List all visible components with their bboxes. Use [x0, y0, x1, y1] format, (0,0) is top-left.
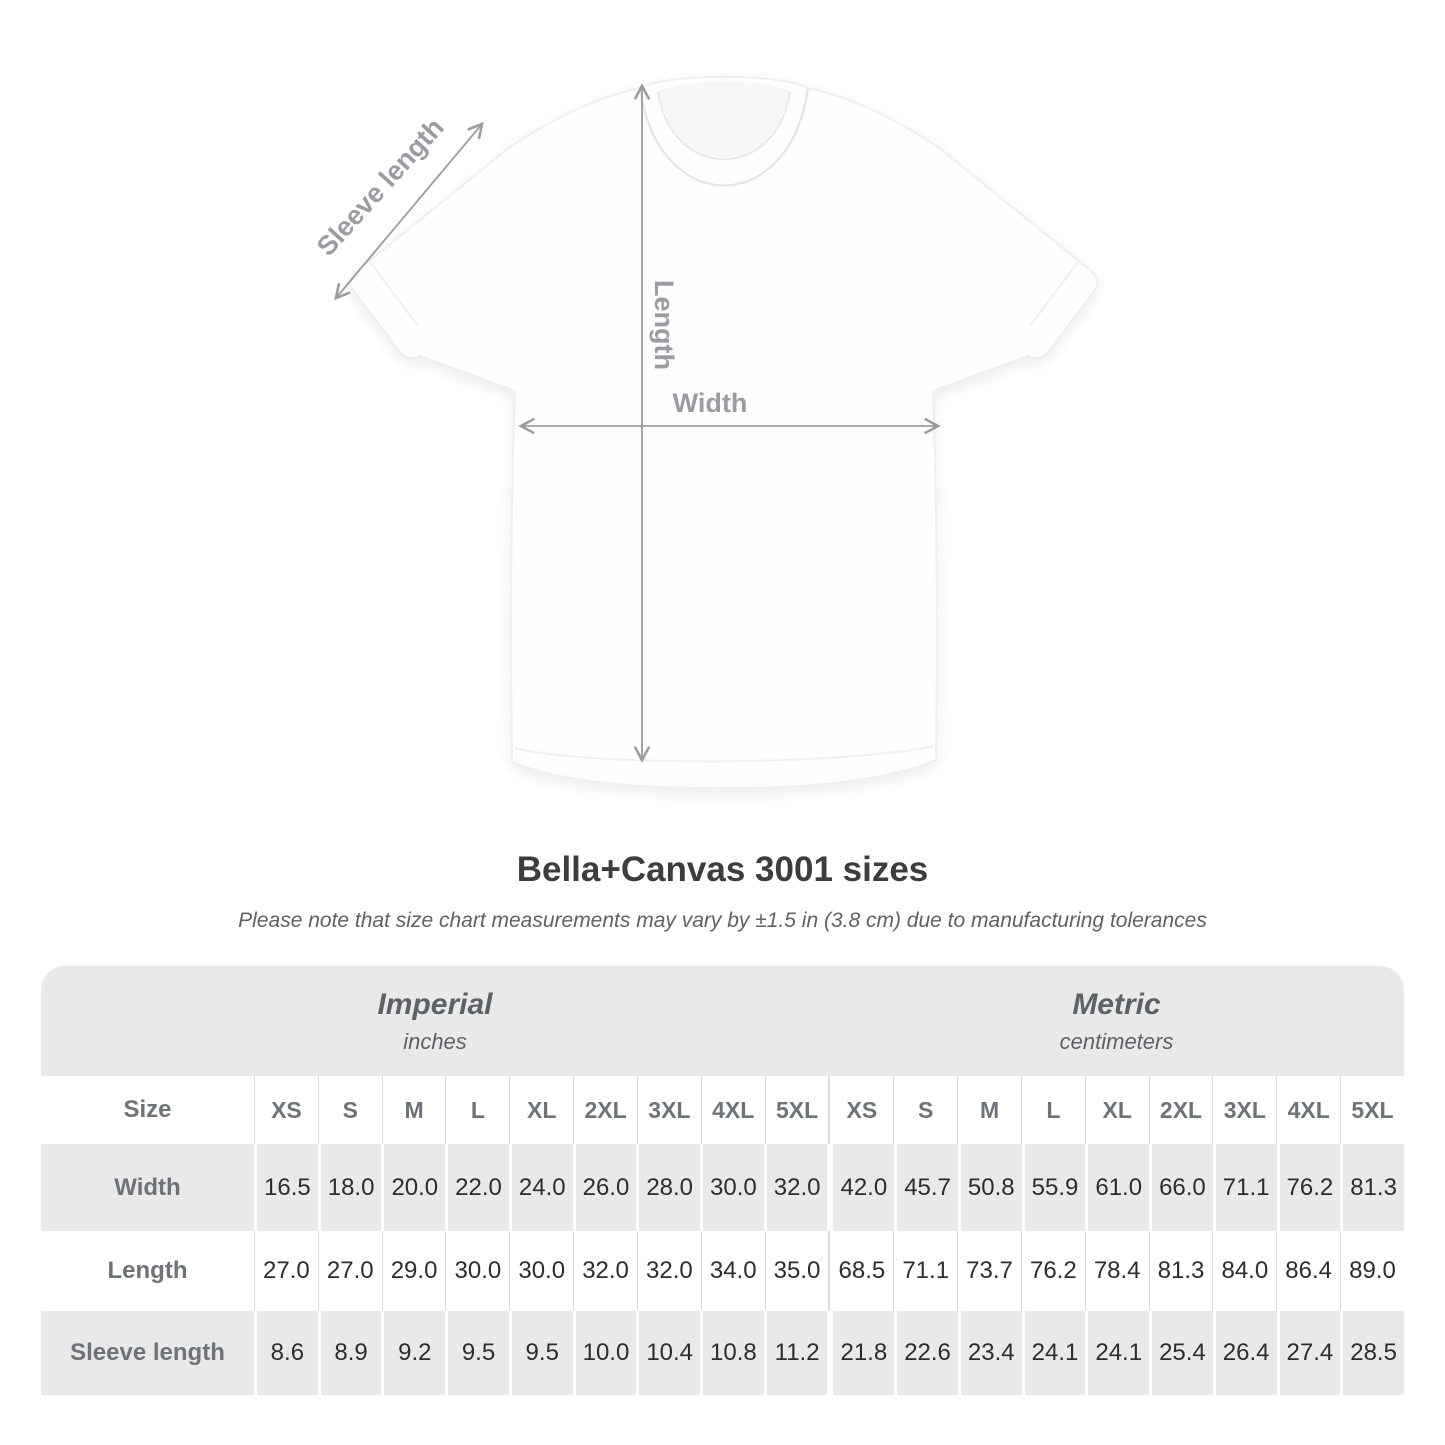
value-cell: 26.0 [573, 1144, 637, 1231]
value-cell: 84.0 [1212, 1231, 1276, 1311]
value-cell: 9.2 [381, 1311, 445, 1395]
value-cell: 32.0 [573, 1231, 637, 1311]
value-cell: 32.0 [764, 1144, 828, 1231]
unit-header-row [41, 966, 1404, 1076]
tolerance-note: Please note that size chart measurements may vary by ±1.5 in (3.8 cm) due to manufacturing tolerances [238, 909, 1207, 932]
value-cell: 78.4 [1085, 1231, 1149, 1311]
value-cell: 35.0 [765, 1231, 829, 1311]
value-cell: 24.0 [509, 1144, 573, 1231]
value-cell: 61.0 [1085, 1144, 1149, 1231]
size-header: M [382, 1076, 446, 1144]
size-header: S [893, 1076, 957, 1144]
value-cell: 42.0 [827, 1144, 894, 1231]
value-cell: 81.3 [1340, 1144, 1404, 1231]
value-cell: 81.3 [1149, 1231, 1213, 1311]
value-cell: 10.8 [700, 1311, 764, 1395]
value-cell: 34.0 [701, 1231, 765, 1311]
size-header: XS [828, 1076, 893, 1144]
value-cell: 27.4 [1277, 1311, 1341, 1395]
value-cell: 50.8 [958, 1144, 1022, 1231]
value-cell: 86.4 [1276, 1231, 1340, 1311]
size-header: XS [254, 1076, 318, 1144]
value-cell: 25.4 [1149, 1311, 1213, 1395]
value-cell: 8.6 [254, 1311, 318, 1395]
size-column-header: Size [123, 1096, 172, 1123]
size-header: 5XL [1340, 1076, 1404, 1144]
tshirt-illustration [350, 77, 1097, 788]
size-header: L [1021, 1076, 1085, 1144]
size-header: 4XL [701, 1076, 765, 1144]
size-header: 3XL [1212, 1076, 1276, 1144]
value-cell: 71.1 [1213, 1144, 1277, 1231]
imperial-label: Imperial [377, 987, 493, 1021]
size-header: M [957, 1076, 1021, 1144]
value-cell: 30.0 [700, 1144, 764, 1231]
value-cell: 28.5 [1340, 1311, 1404, 1395]
value-cell: 22.0 [445, 1144, 509, 1231]
metric-header [829, 966, 1404, 1076]
row-label-width: Width [114, 1173, 181, 1201]
length-row [41, 1231, 1404, 1311]
value-cell: 66.0 [1149, 1144, 1213, 1231]
value-cell: 10.0 [573, 1311, 637, 1395]
width-label: Width [672, 388, 748, 418]
value-cell: 20.0 [381, 1144, 445, 1231]
value-cell: 29.0 [382, 1231, 446, 1311]
value-cell: 18.0 [318, 1144, 382, 1231]
length-label: Length [649, 280, 679, 370]
value-cell: 76.2 [1021, 1231, 1085, 1311]
value-cell: 30.0 [509, 1231, 573, 1311]
size-header: XL [1085, 1076, 1149, 1144]
value-cell: 68.5 [828, 1231, 893, 1311]
metric-unit: centimeters [1059, 1028, 1174, 1054]
size-header: L [445, 1076, 509, 1144]
imperial-unit: inches [403, 1028, 467, 1054]
value-cell: 76.2 [1277, 1144, 1341, 1231]
value-cell: 23.4 [958, 1311, 1022, 1395]
value-cell: 26.4 [1213, 1311, 1277, 1395]
value-cell: 24.1 [1085, 1311, 1149, 1395]
value-cell: 28.0 [636, 1144, 700, 1231]
value-cell: 16.5 [254, 1144, 318, 1231]
size-header-row [41, 1076, 1404, 1144]
value-cell: 24.1 [1022, 1311, 1086, 1395]
size-header: 5XL [765, 1076, 829, 1144]
value-cell: 10.4 [636, 1311, 700, 1395]
sleeve-length-row [41, 1311, 1404, 1395]
value-cell: 71.1 [893, 1231, 957, 1311]
size-header: 3XL [637, 1076, 701, 1144]
row-label-sleeve-length: Sleeve length [70, 1339, 225, 1366]
size-header: XL [509, 1076, 573, 1144]
size-header: 4XL [1276, 1076, 1340, 1144]
tshirt-body [350, 77, 1097, 788]
row-label-length: Length [107, 1257, 188, 1284]
size-chart-table [41, 966, 1404, 1395]
size-header: 2XL [573, 1076, 637, 1144]
value-cell: 8.9 [318, 1311, 382, 1395]
value-cell: 89.0 [1340, 1231, 1404, 1311]
page-title: Bella+Canvas 3001 sizes [516, 850, 929, 889]
size-header: S [318, 1076, 382, 1144]
value-cell: 11.2 [764, 1311, 828, 1395]
value-cell: 30.0 [445, 1231, 509, 1311]
value-cell: 27.0 [254, 1231, 318, 1311]
value-cell: 9.5 [509, 1311, 573, 1395]
metric-label: Metric [1072, 987, 1161, 1021]
value-cell: 9.5 [445, 1311, 509, 1395]
value-cell: 32.0 [637, 1231, 701, 1311]
size-header: 2XL [1149, 1076, 1213, 1144]
value-cell: 22.6 [894, 1311, 958, 1395]
value-cell: 21.8 [827, 1311, 894, 1395]
value-cell: 45.7 [894, 1144, 958, 1231]
width-row [41, 1144, 1404, 1231]
value-cell: 27.0 [318, 1231, 382, 1311]
imperial-header [41, 966, 829, 1076]
value-cell: 55.9 [1022, 1144, 1086, 1231]
sleeve-length-label: Sleeve length [310, 112, 450, 262]
value-cell: 73.7 [957, 1231, 1021, 1311]
